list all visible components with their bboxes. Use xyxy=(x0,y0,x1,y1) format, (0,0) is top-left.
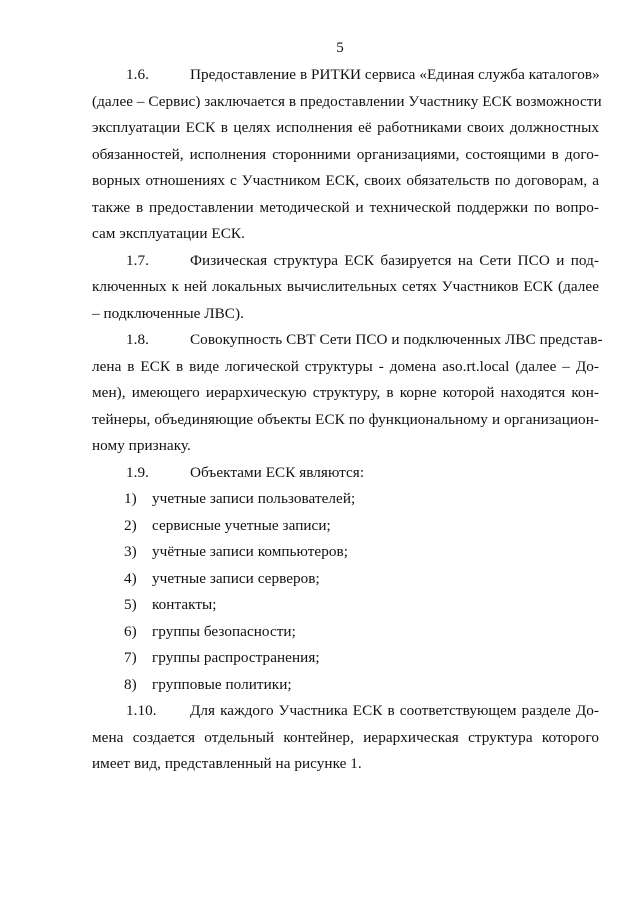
list-marker: 1) xyxy=(124,490,137,507)
paragraph-line-text: Предоставление в РИТКИ сервиса «Единая служба каталогов» xyxy=(190,66,600,83)
list-item xyxy=(92,592,599,619)
page-number: 5 xyxy=(336,40,344,56)
list-item xyxy=(92,539,599,566)
paragraph-number: 1.8. xyxy=(126,331,149,348)
list-marker: 2) xyxy=(124,516,137,534)
paragraph-line: имеет вид, представленный на рисунке 1. xyxy=(92,755,362,772)
list-item xyxy=(92,566,599,593)
list-item-text: контакты; xyxy=(152,596,217,613)
document-body xyxy=(92,62,603,778)
paragraph-line-text: Физическая структура ЕСК базируется на Сети ПСО и под- xyxy=(190,251,599,269)
paragraph-line: – подключенные ЛВС). xyxy=(92,304,244,322)
list-item-text: групповые политики; xyxy=(152,675,292,693)
list-marker: 4) xyxy=(124,569,137,587)
paragraph-line: мен), имеющего иерархическую структуру, в корне которой находятся кон- xyxy=(92,384,599,401)
list-marker: 7) xyxy=(124,649,137,666)
list-item-text: учетные записи серверов; xyxy=(152,569,320,587)
paragraph-1-9 xyxy=(92,460,599,487)
list-marker: 5) xyxy=(124,596,137,613)
list-marker: 8) xyxy=(124,675,137,693)
paragraph-line: также в предоставлении методической и технической поддержки по вопро- xyxy=(92,198,599,216)
paragraph-line-text: Совокупность СВТ Сети ПСО и подключенных ЛВС представ- xyxy=(190,331,603,348)
paragraph-line: лена в ЕСК в виде логической структуры - домена aso.rt.local (далее – До- xyxy=(92,357,599,375)
paragraph-number: 1.7. xyxy=(126,251,149,269)
list-item-text: группы распространения; xyxy=(152,649,320,666)
objects-list xyxy=(92,486,599,698)
paragraph-line: мена создается отдельный контейнер, иерархическая структура которого xyxy=(92,728,599,746)
paragraph-1-10 xyxy=(92,698,599,778)
paragraph-first-line xyxy=(92,698,599,725)
list-marker: 3) xyxy=(124,543,137,560)
list-item xyxy=(92,619,599,646)
paragraph-line: ному признаку. xyxy=(92,437,191,454)
paragraph-line-text: Объектами ЕСК являются: xyxy=(190,463,365,481)
paragraph-1-7 xyxy=(92,248,599,328)
paragraph-line: (далее – Сервис) заключается в предоставлении Участнику ЕСК возможности xyxy=(92,92,602,110)
paragraph-line-text: Для каждого Участника ЕСК в соответствующем разделе До- xyxy=(190,702,599,719)
paragraph-number: 1.9. xyxy=(126,463,149,481)
list-item-text: сервисные учетные записи; xyxy=(152,516,331,534)
paragraph-1-8 xyxy=(92,327,603,460)
paragraph-line: сам эксплуатации ЕСК. xyxy=(92,225,245,242)
list-marker: 6) xyxy=(124,622,137,640)
list-item xyxy=(92,513,599,540)
paragraph-line: тейнеры, объединяющие объекты ЕСК по функциональному и организацион- xyxy=(92,410,599,428)
paragraph-line: эксплуатации ЕСК в целях исполнения её работниками своих должностных xyxy=(92,119,599,136)
list-item xyxy=(92,645,599,672)
list-item-text: группы безопасности; xyxy=(152,622,296,640)
paragraph-first-line xyxy=(92,327,603,354)
paragraph-line: ключенных к ней локальных вычислительных сетях Участников ЕСК (далее xyxy=(92,278,599,295)
paragraph-line: обязанностей, исполнения сторонними организациями, состоящими в дого- xyxy=(92,145,599,163)
list-item-text: учетные записи пользователей; xyxy=(152,490,356,507)
paragraph-1-6 xyxy=(92,62,602,248)
paragraph-first-line xyxy=(92,62,599,89)
paragraph-line: ворных отношениях с Участником ЕСК, своих обязательств по договорам, а xyxy=(92,172,599,189)
paragraph-number: 1.10. xyxy=(126,702,157,719)
list-item xyxy=(92,672,599,699)
paragraph-first-line xyxy=(92,248,599,275)
paragraph-number: 1.6. xyxy=(126,66,149,83)
list-item-text: учётные записи компьютеров; xyxy=(152,543,348,560)
list-item xyxy=(92,486,599,513)
paragraph-first-line xyxy=(92,460,599,487)
